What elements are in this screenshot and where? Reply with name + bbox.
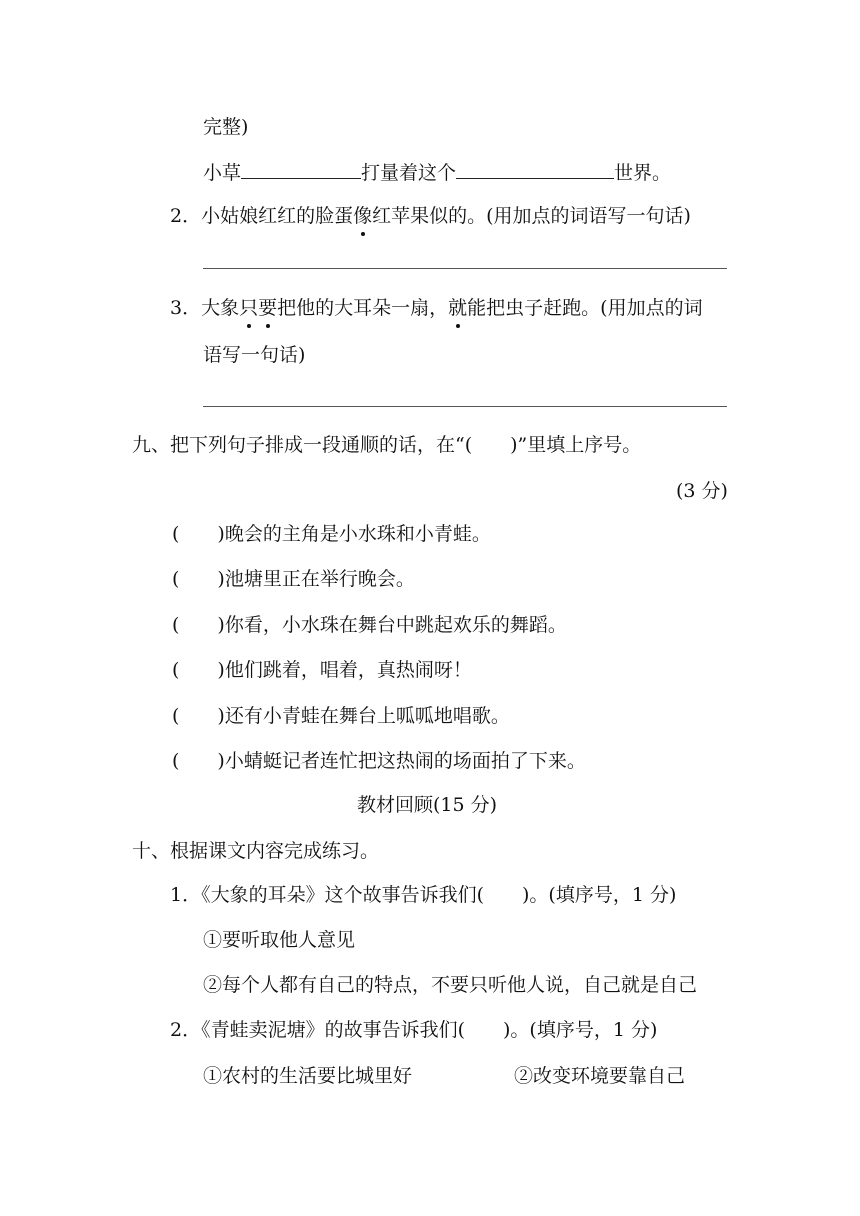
q8-item3-num: 3． (170, 297, 202, 319)
q10-item1: 1．《大象的耳朵》这个故事告诉我们( )。(填序号，1 分) (170, 884, 677, 906)
q9-item-1: ( )晚会的主角是小水珠和小青蛙。 (172, 523, 491, 545)
q8-item1-tail: 完整) (203, 116, 249, 138)
q9-score: (3 分) (676, 480, 728, 502)
q8-item2-num: 2． (170, 205, 202, 227)
q9-title: 九、把下列句子排成一段通顺的话，在“( )”里填上序号。 (132, 434, 642, 456)
q10-item2: 2．《青蛙卖泥塘》的故事告诉我们( )。(填序号，1 分) (170, 1019, 658, 1041)
q9-item-6: ( )小蜻蜓记者连忙把这热闹的场面拍了下来。 (172, 750, 586, 772)
q10-item2-opt1: ①农村的生活要比城里好 (203, 1065, 413, 1087)
q8-item3 (170, 295, 703, 321)
q8-item2 (170, 203, 691, 229)
q9-item-4: ( )他们跳着，唱着，真热闹呀！ (172, 659, 472, 681)
q8-item1-part1: 小草 (203, 162, 242, 184)
section-title: 教材回顾(15 分) (357, 794, 498, 816)
q8-item1-part3: 世界。 (614, 162, 672, 184)
q8-item3-pre: 大象 (201, 297, 240, 319)
q8-item3-mid: 把他的大耳朵一扇， (277, 297, 449, 319)
q8-item3-post: 能把虫子赶跑。(用加点的词 (467, 297, 703, 319)
q10-item1-opt2: ②每个人都有自己的特点，不要只听他人说，自己就是自己 (203, 974, 698, 996)
q10-item2-opt2: ②改变环境要靠自己 (514, 1065, 686, 1087)
q9-item-5: ( )还有小青蛙在舞台上呱呱地唱歌。 (172, 705, 510, 727)
q8-item3-dotted-2: 要 (258, 297, 278, 319)
q10-title: 十、根据课文内容完成练习。 (132, 840, 380, 862)
q8-item3-answer-line[interactable] (203, 406, 727, 407)
q8-blank-2[interactable] (456, 160, 614, 179)
q8-item1-part2: 打量着这个 (361, 162, 457, 184)
q9-item-3: ( )你看，小水珠在舞台中跳起欢乐的舞蹈。 (172, 614, 567, 636)
q8-item2-pre: 小姑娘红红的脸蛋 (201, 205, 354, 227)
q8-item1-sentence (203, 160, 671, 186)
q8-item2-answer-line[interactable] (203, 268, 727, 269)
q9-item-2: ( )池塘里正在举行晚会。 (172, 568, 415, 590)
q8-item3-dotted-1: 只 (239, 297, 259, 319)
q8-item2-post: 红苹果似的。(用加点的词语写一句话) (372, 205, 691, 227)
q8-item3-dotted-3: 就 (448, 297, 468, 319)
q10-item1-opt1: ①要听取他人意见 (203, 929, 356, 951)
q8-item3-line2: 语写一句话) (203, 344, 306, 366)
q8-item2-dotted-word: 像 (353, 205, 373, 227)
q8-blank-1[interactable] (241, 160, 361, 179)
